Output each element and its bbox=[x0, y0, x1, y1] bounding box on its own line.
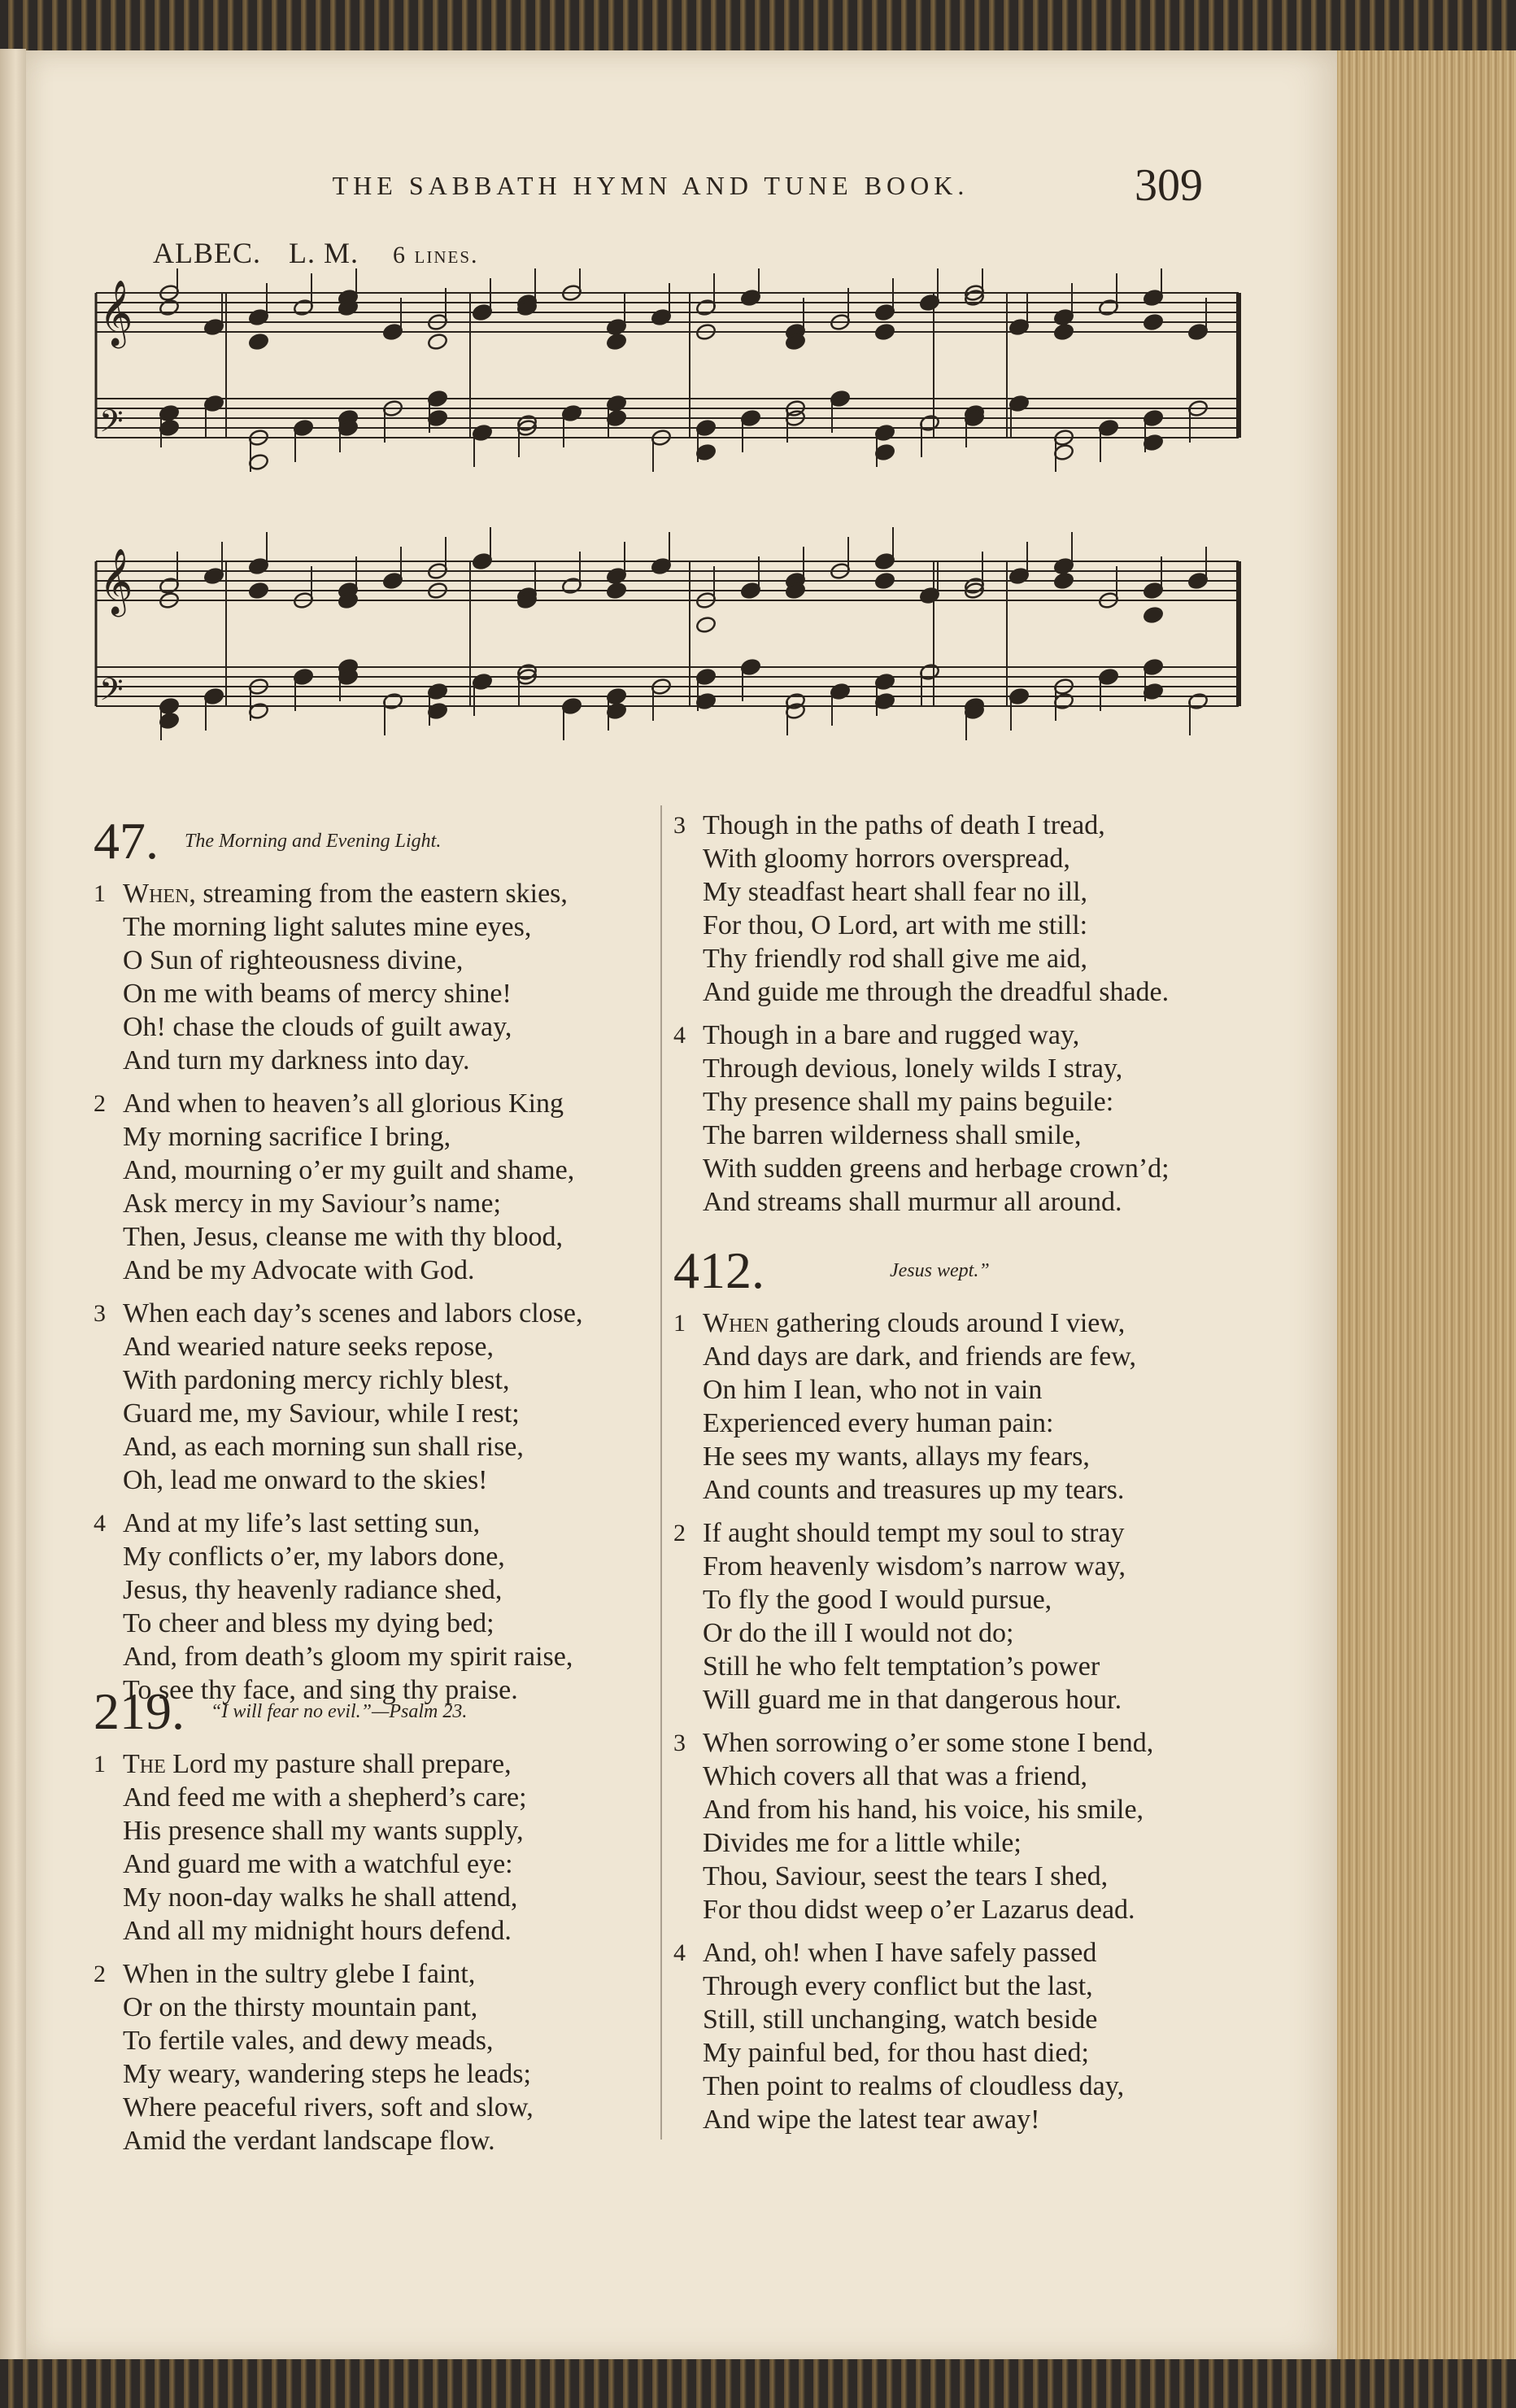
note-head bbox=[874, 323, 895, 342]
stanza bbox=[94, 877, 647, 1077]
tune-lines: 6 lines. bbox=[393, 242, 479, 268]
stanza-number: 2 bbox=[94, 1961, 106, 1987]
verse-line: From heavenly wisdom’s narrow way, bbox=[703, 1551, 1126, 1581]
note-head bbox=[1143, 606, 1164, 625]
bass-clef-icon: 𝄢 bbox=[99, 403, 124, 447]
verse-line: Or do the ill I would not do; bbox=[703, 1618, 1014, 1648]
verse-line: Thou, Saviour, seest the tears I shed, bbox=[703, 1861, 1109, 1891]
note-head bbox=[248, 582, 269, 600]
hymn-title: The Morning and Evening Light. bbox=[185, 831, 442, 852]
stanza bbox=[673, 1726, 1259, 1926]
music-score bbox=[88, 268, 1243, 773]
stanza-number: 4 bbox=[94, 1510, 106, 1537]
verse-line: Or on the thirsty mountain pant, bbox=[123, 1992, 478, 2022]
verse-line: And at my life’s last setting sun, bbox=[123, 1508, 481, 1538]
verse-line: And when to heaven’s all glorious King bbox=[123, 1088, 564, 1119]
verse-line: Though in the paths of death I tread, bbox=[703, 810, 1105, 840]
hymn-219-continued bbox=[673, 799, 1259, 1219]
line-text: gathering clouds around I view, bbox=[769, 1308, 1126, 1338]
verse-line: And streams shall murmur all around. bbox=[703, 1187, 1122, 1217]
bottom-edge bbox=[0, 2359, 1516, 2408]
note-head bbox=[427, 333, 448, 351]
stanza bbox=[673, 1936, 1259, 2136]
stanza bbox=[673, 1516, 1259, 1717]
note-head bbox=[695, 616, 717, 635]
verse-line: O Sun of righteousness divine, bbox=[123, 945, 464, 975]
verse-line: Divides me for a little while; bbox=[703, 1828, 1022, 1858]
verse-line: Guard me, my Saviour, while I rest; bbox=[123, 1398, 520, 1429]
note-head bbox=[1053, 572, 1074, 591]
hymn-number: 47. bbox=[94, 812, 159, 870]
stanza bbox=[94, 1957, 647, 2157]
hymn-47 bbox=[94, 812, 647, 1707]
hymn-title: Jesus wept.” bbox=[890, 1260, 990, 1281]
tune-meter: L. M. bbox=[289, 237, 359, 269]
running-head: THE SABBATH HYMN AND TUNE BOOK. bbox=[332, 171, 969, 200]
stanza-number: 1 bbox=[94, 880, 106, 907]
hymn-stanzas bbox=[94, 1747, 647, 2157]
stanza-number: 4 bbox=[673, 1939, 686, 1966]
verse-line: Ask mercy in my Saviour’s name; bbox=[123, 1189, 501, 1219]
verse-line: When each day’s scenes and labors close, bbox=[123, 1298, 583, 1328]
verse-line: To cheer and bless my dying bed; bbox=[123, 1608, 494, 1638]
verse-line: When sorrowing o’er some stone I bend, bbox=[703, 1728, 1154, 1758]
verse-line: Jesus, thy heavenly radiance shed, bbox=[123, 1575, 503, 1605]
verse-line: And, mourning o’er my guilt and shame, bbox=[123, 1155, 575, 1185]
verse-line: And turn my darkness into day. bbox=[123, 1045, 470, 1075]
verse-line: Still he who felt temptation’s power bbox=[703, 1651, 1100, 1682]
verse-line: With pardoning mercy richly blest, bbox=[123, 1365, 510, 1395]
bass-clef-icon: 𝄢 bbox=[99, 671, 124, 715]
verse-line: Oh, lead me onward to the skies! bbox=[123, 1465, 488, 1495]
hymn-stanzas bbox=[673, 1307, 1259, 2136]
verse-line: For thou didst weep o’er Lazarus dead. bbox=[703, 1895, 1135, 1925]
stanza bbox=[673, 1307, 1259, 1507]
note-head bbox=[248, 333, 269, 351]
note-head bbox=[1053, 323, 1074, 342]
music-notation bbox=[88, 268, 1243, 773]
verse-line: The morning light salutes mine eyes, bbox=[123, 912, 532, 942]
verse-line: My steadfast heart shall fear no ill, bbox=[703, 877, 1088, 907]
verse-line: To see thy face, and sing thy praise. bbox=[123, 1675, 518, 1705]
stanza-number: 2 bbox=[673, 1520, 686, 1546]
verse-line: And wearied nature seeks repose, bbox=[123, 1332, 494, 1362]
stanza-number: 3 bbox=[94, 1300, 106, 1327]
first-word: When bbox=[703, 1308, 769, 1338]
line-text: , streaming from the eastern skies, bbox=[189, 879, 568, 909]
verse-line: Will guard me in that dangerous hour. bbox=[703, 1685, 1122, 1715]
verse-line: With gloomy horrors overspread, bbox=[703, 844, 1070, 874]
verse-line: My morning sacrifice I bring, bbox=[123, 1122, 451, 1152]
verse-line: Through devious, lonely wilds I stray, bbox=[703, 1054, 1123, 1084]
verse-line: And days are dark, and friends are few, bbox=[703, 1341, 1137, 1372]
verse-line: My painful bed, for thou hast died; bbox=[703, 2038, 1089, 2068]
verse-line: Where peaceful rivers, soft and slow, bbox=[123, 2092, 534, 2122]
verse-line bbox=[123, 877, 647, 910]
verse-line: And, as each morning sun shall rise, bbox=[123, 1432, 524, 1462]
stanza-number: 1 bbox=[673, 1310, 686, 1337]
verse-line: With sudden greens and herbage crown’d; bbox=[703, 1154, 1170, 1184]
verse-line: Which covers all that was a friend, bbox=[703, 1761, 1087, 1791]
hymn-stanzas bbox=[94, 877, 647, 1707]
verse-line: And, oh! when I have safely passed bbox=[703, 1938, 1097, 1968]
top-edge bbox=[0, 0, 1516, 50]
first-word: The bbox=[123, 1749, 166, 1779]
stanza-number: 4 bbox=[673, 1022, 686, 1049]
stanza-number: 1 bbox=[94, 1751, 106, 1778]
note-head bbox=[606, 582, 627, 600]
treble-clef-icon: 𝄞 bbox=[99, 547, 133, 614]
note-head bbox=[874, 572, 895, 591]
first-word: When bbox=[123, 879, 190, 909]
hymn-stanzas bbox=[673, 809, 1259, 1219]
verse-line: Thy presence shall my pains beguile: bbox=[703, 1087, 1114, 1117]
hymn-number: 412. bbox=[673, 1241, 765, 1299]
verse-line: And guard me with a watchful eye: bbox=[123, 1849, 513, 1879]
verse-line: Experienced every human pain: bbox=[703, 1408, 1054, 1438]
verse-line: On him I lean, who not in vain bbox=[703, 1375, 1043, 1405]
page-number: 309 bbox=[1135, 160, 1203, 211]
hymn-219 bbox=[94, 1682, 647, 2157]
verse-line: My noon-day walks he shall attend, bbox=[123, 1882, 518, 1913]
tune-name: ALBEC. bbox=[153, 237, 262, 269]
gilt-page-edges bbox=[1337, 50, 1516, 2359]
hymn-412 bbox=[673, 1241, 1259, 2136]
tune-heading bbox=[153, 236, 479, 270]
note-head bbox=[1143, 313, 1164, 332]
verse-line: Still, still unchanging, watch beside bbox=[703, 2004, 1098, 2035]
verse-line: On me with beams of mercy shine! bbox=[123, 979, 512, 1009]
verse-line: To fly the good I would pursue, bbox=[703, 1585, 1052, 1615]
stanza bbox=[94, 1747, 647, 1948]
verse-line: Oh! chase the clouds of guilt away, bbox=[123, 1012, 512, 1042]
line-text: Lord my pasture shall prepare, bbox=[165, 1749, 512, 1779]
note-head bbox=[159, 299, 180, 317]
verse-line: My weary, wandering steps he leads; bbox=[123, 2059, 531, 2089]
stanza-number: 2 bbox=[94, 1090, 106, 1117]
stanza bbox=[94, 1087, 647, 1287]
verse-line: And guide me through the dreadful shade. bbox=[703, 977, 1170, 1007]
verse-line: And be my Advocate with God. bbox=[123, 1255, 475, 1285]
verse-line: My conflicts o’er, my labors done, bbox=[123, 1542, 505, 1572]
stanza bbox=[673, 809, 1259, 1009]
verse-line: He sees my wants, allays my fears, bbox=[703, 1442, 1090, 1472]
verse-line: Then point to realms of cloudless day, bbox=[703, 2071, 1125, 2101]
verse-line: For thou, O Lord, art with me still: bbox=[703, 910, 1088, 940]
verse-line: To fertile vales, and dewy meads, bbox=[123, 2026, 494, 2056]
verse-line: And wipe the latest tear away! bbox=[703, 2105, 1040, 2135]
verse-line: The barren wilderness shall smile, bbox=[703, 1120, 1082, 1150]
stanza bbox=[94, 1507, 647, 1707]
verse-line: Amid the verdant landscape flow. bbox=[123, 2126, 495, 2156]
stanza-number: 3 bbox=[673, 812, 686, 839]
verse-line bbox=[703, 1307, 1259, 1340]
stanza bbox=[94, 1297, 647, 1497]
verse-line: And, from death’s gloom my spirit raise, bbox=[123, 1642, 573, 1672]
hymn-title: “I will fear no evil.”—Psalm 23. bbox=[211, 1701, 468, 1722]
verse-line: And counts and treasures up my tears. bbox=[703, 1475, 1125, 1505]
verse-line: And feed me with a shepherd’s care; bbox=[123, 1782, 527, 1813]
facing-page-edge bbox=[0, 49, 26, 2359]
verse-line: Then, Jesus, cleanse me with thy blood, bbox=[123, 1222, 564, 1252]
verse-line: When in the sultry glebe I faint, bbox=[123, 1959, 476, 1989]
verse-line: Thy friendly rod shall give me aid, bbox=[703, 944, 1088, 974]
stanza-number: 3 bbox=[673, 1730, 686, 1756]
verse-line: And from his hand, his voice, his smile, bbox=[703, 1795, 1144, 1825]
hymn-number: 219. bbox=[94, 1682, 185, 1740]
verse-line: And all my midnight hours defend. bbox=[123, 1916, 512, 1946]
note-head bbox=[606, 333, 627, 351]
treble-clef-icon: 𝄞 bbox=[99, 279, 133, 346]
verse-line: If aught should tempt my soul to stray bbox=[703, 1518, 1125, 1548]
verse-line: His presence shall my wants supply, bbox=[123, 1816, 524, 1846]
stanza bbox=[673, 1019, 1259, 1219]
verse-line bbox=[123, 1747, 647, 1781]
verse-line: Though in a bare and rugged way, bbox=[703, 1020, 1080, 1050]
column-divider bbox=[660, 805, 662, 2140]
verse-line: Through every conflict but the last, bbox=[703, 1971, 1093, 2001]
